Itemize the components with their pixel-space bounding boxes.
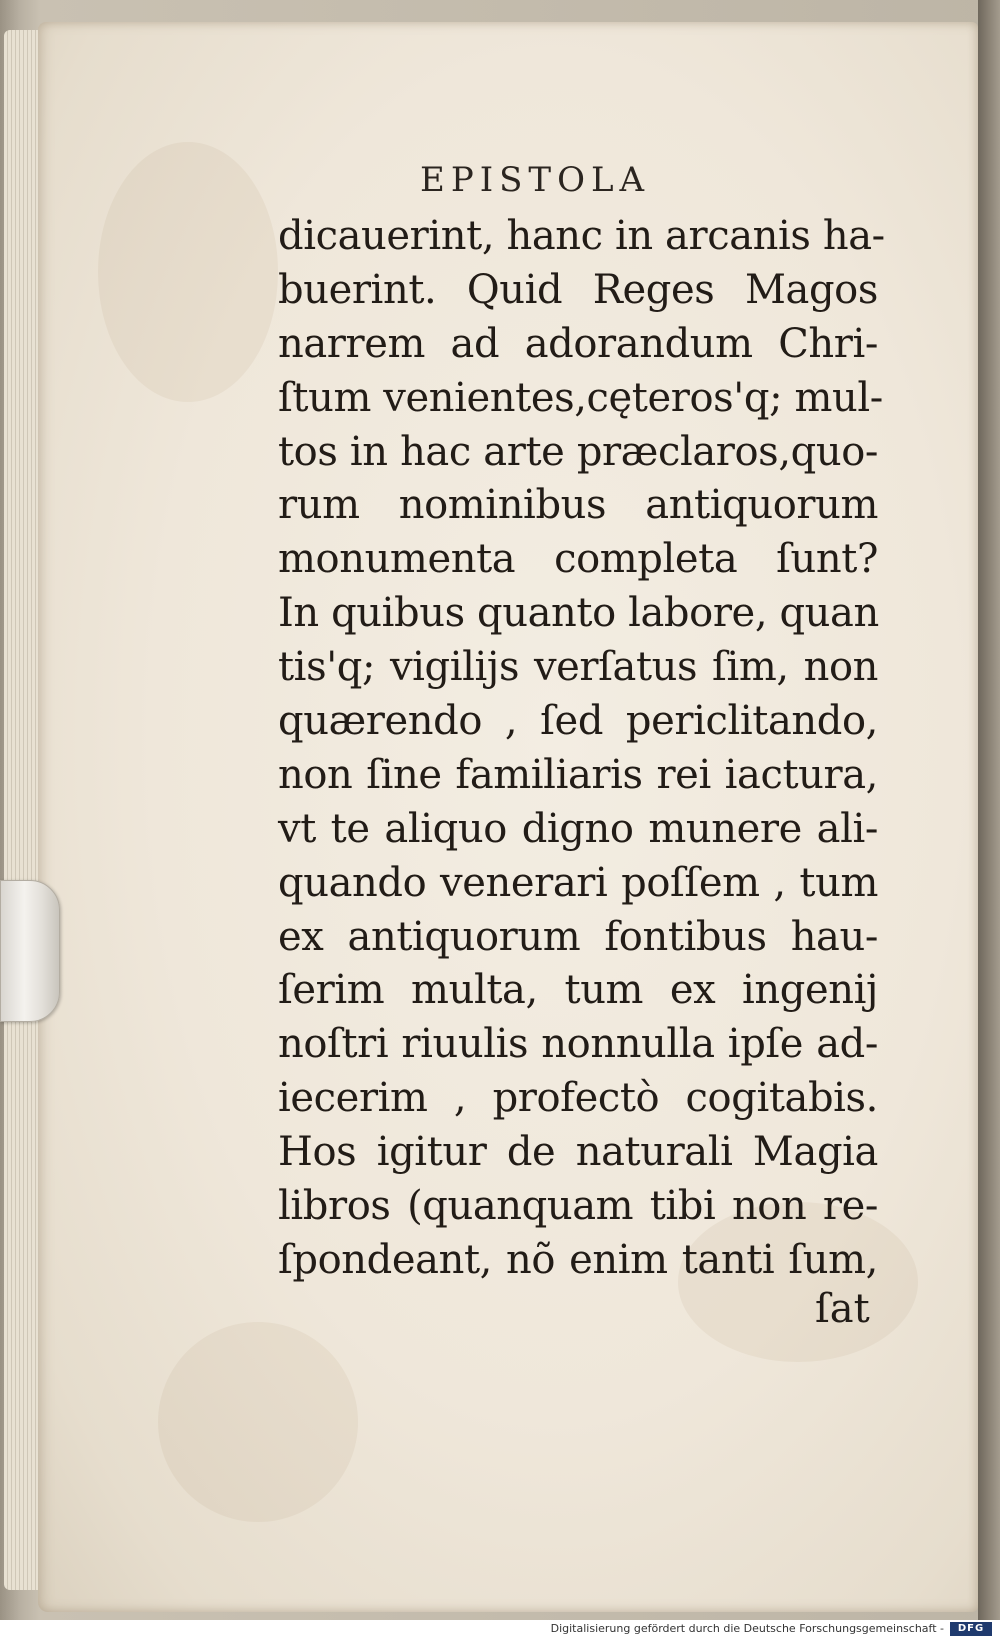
paper-stain bbox=[98, 142, 278, 402]
text-line: non ſine familiaris rei iactura, bbox=[278, 751, 878, 798]
text-line: tos in hac arte præclaros,quo- bbox=[278, 428, 878, 475]
text-line: libros (quanquam tibi non re- bbox=[278, 1183, 878, 1230]
text-line: quando venerari poſſem , tum bbox=[278, 859, 878, 906]
text-line: noſtri riuulis nonnulla ipſe ad- bbox=[278, 1021, 878, 1068]
text-line: ſtum venientes,cęteros'q; mul- bbox=[278, 374, 883, 421]
text-line: quærendo , ſed periclitando, bbox=[278, 698, 878, 745]
book-clasp bbox=[0, 880, 60, 1022]
text-line: monumenta completa ſunt? bbox=[278, 536, 878, 583]
paper-stain bbox=[158, 1322, 358, 1522]
text-line: narrem ad adorandum Chri- bbox=[278, 320, 878, 367]
text-line: vt te aliquo digno munere ali- bbox=[278, 805, 878, 852]
text-line: In quibus quanto labore, quan bbox=[278, 590, 879, 637]
book-cover-edge bbox=[978, 0, 1000, 1620]
dfg-logo: DFG bbox=[950, 1622, 992, 1636]
text-line: rum nominibus antiquorum bbox=[278, 482, 878, 529]
running-head: EPISTOLA bbox=[420, 160, 651, 200]
text-line: Hos igitur de naturali Magia bbox=[278, 1129, 878, 1176]
text-line: dicauerint, hanc in arcanis ha- bbox=[278, 213, 885, 259]
text-line: iecerim , profectò cogitabis. bbox=[278, 1075, 878, 1122]
text-line: ex antiquorum fontibus hau- bbox=[278, 913, 878, 960]
text-line: ſpondeant, nõ enim tanti ſum, bbox=[278, 1236, 878, 1283]
text-line: tis'q; vigilijs verſatus ſim, non bbox=[278, 644, 878, 691]
text-line: ſerim multa, tum ex ingenij bbox=[278, 967, 878, 1014]
text-block bbox=[278, 210, 885, 1288]
footer-credit: Digitalisierung gefördert durch die Deutsche Forschungsgemeinschaft - bbox=[550, 1622, 944, 1635]
text-line: buerint. Quid Reges Magos bbox=[278, 266, 878, 313]
catchword: ſat bbox=[815, 1286, 870, 1332]
